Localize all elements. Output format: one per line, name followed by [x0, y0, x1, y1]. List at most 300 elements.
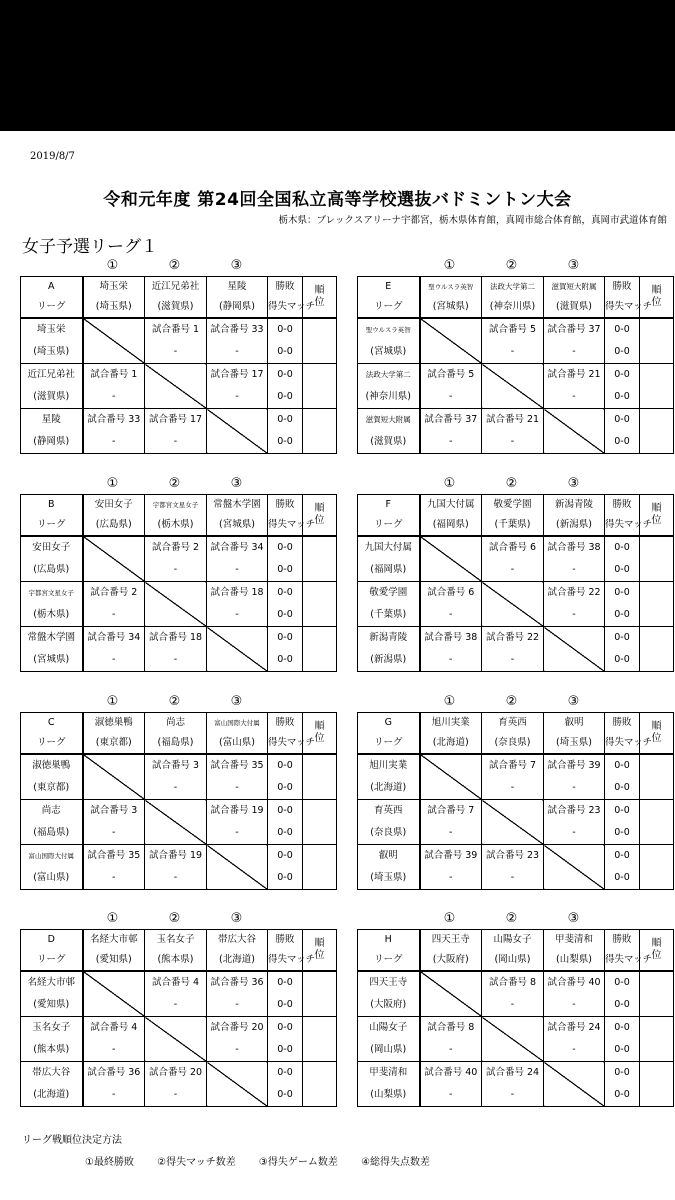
row-team-name: 常盤木学園 [21, 627, 83, 650]
winloss-score: 0-0 [268, 582, 303, 605]
winloss-header: 勝敗 [268, 495, 303, 516]
matches-score: 0-0 [268, 604, 303, 627]
match-number: 試合番号 7 [420, 800, 482, 823]
ranking-method-title: リーグ戦順位決定方法 [22, 1135, 122, 1146]
row-team-name: 宇都宮文星女子 [21, 582, 83, 605]
match-number: 試合番号 4 [83, 1017, 145, 1040]
match-result: - [420, 867, 482, 890]
matches-score: 0-0 [605, 341, 640, 364]
league-label: リーグ [358, 515, 420, 536]
match-number: 試合番号 23 [482, 845, 544, 868]
match-number: 試合番号 36 [83, 1062, 145, 1085]
league-e-block [357, 258, 673, 454]
matches-score: 0-0 [605, 604, 640, 627]
league-letter: H [358, 930, 420, 951]
column-number-marks [357, 258, 673, 276]
winloss-score: 0-0 [605, 364, 640, 387]
rank-cell [303, 627, 337, 672]
row-team-prefecture: (大阪府) [358, 994, 420, 1017]
column-team-name: 宇都宮文星女子 [145, 495, 207, 516]
column-team-prefecture: (奈良県) [482, 733, 544, 754]
column-team-name: 新潟青陵 [544, 495, 605, 516]
match-number: 試合番号 34 [83, 627, 145, 650]
league-label: リーグ [358, 733, 420, 754]
rank-cell [640, 318, 674, 364]
match-result: - [83, 1039, 145, 1062]
row-team-name: 埼玉栄 [21, 318, 83, 341]
row-team-prefecture: (栃木県) [21, 604, 83, 627]
match-number: 試合番号 2 [145, 536, 207, 559]
match-result: - [544, 777, 605, 800]
league-label: リーグ [358, 297, 420, 318]
self-match-diagonal [420, 318, 482, 364]
matches-score: 0-0 [605, 867, 640, 890]
column-team-name: 山陽女子 [482, 930, 544, 951]
black-top-bar [0, 0, 675, 131]
column-number-marks [20, 694, 336, 712]
column-team-prefecture: (岡山県) [482, 950, 544, 971]
match-result: - [482, 559, 544, 582]
self-match-diagonal [83, 754, 145, 800]
winloss-score: 0-0 [268, 754, 303, 777]
match-result: - [207, 559, 268, 582]
column-team-name: 埼玉栄 [83, 277, 145, 298]
match-number: 試合番号 36 [207, 971, 268, 994]
league-label: リーグ [21, 297, 83, 318]
match-number: 試合番号 33 [207, 318, 268, 341]
league-letter: G [358, 713, 420, 734]
self-match-diagonal [83, 536, 145, 582]
league-label: リーグ [21, 515, 83, 536]
match-number: 試合番号 22 [544, 582, 605, 605]
winloss-score: 0-0 [605, 971, 640, 994]
match-number: 試合番号 4 [145, 971, 207, 994]
column-number-mark: ① [443, 694, 456, 709]
match-result: - [544, 386, 605, 409]
row-team-prefecture: (富山県) [21, 867, 83, 890]
winloss-score: 0-0 [605, 582, 640, 605]
row-team-name: 玉名女子 [21, 1017, 83, 1040]
match-result: - [420, 822, 482, 845]
ranking-criterion: ③得失ゲーム数差 [258, 1157, 338, 1168]
match-result: - [207, 1039, 268, 1062]
row-team-name: 叡明 [358, 845, 420, 868]
column-team-name: 淑徳巣鴨 [83, 713, 145, 734]
column-team-prefecture: (熊本県) [145, 950, 207, 971]
rank-header-label: 順位 [314, 503, 325, 526]
self-match-diagonal [544, 627, 605, 672]
column-team-name: 九国大付属 [420, 495, 482, 516]
match-number: 試合番号 39 [420, 845, 482, 868]
match-result: - [145, 341, 207, 364]
match-number: 試合番号 5 [420, 364, 482, 387]
rank-header-label: 順位 [651, 285, 662, 308]
row-team-prefecture: (滋賀県) [21, 386, 83, 409]
winloss-header: 勝敗 [605, 930, 640, 951]
column-team-name: 旭川実業 [420, 713, 482, 734]
winloss-score: 0-0 [268, 318, 303, 341]
column-number-mark: ① [106, 911, 119, 926]
match-result: - [83, 867, 145, 890]
column-number-mark: ② [505, 694, 518, 709]
winloss-score: 0-0 [605, 1062, 640, 1085]
league-g-block [357, 694, 673, 890]
self-match-diagonal [145, 582, 207, 627]
matches-score: 0-0 [605, 1039, 640, 1062]
column-team-name: 聖ウルスラ英智 [420, 277, 482, 298]
matches-header: 得失マッチ [268, 297, 303, 318]
matches-score: 0-0 [268, 867, 303, 890]
match-result: - [145, 559, 207, 582]
self-match-diagonal [544, 1062, 605, 1107]
row-team-name: 聖ウルスラ英智 [358, 318, 420, 341]
matches-header: 得失マッチ [605, 515, 640, 536]
match-number: 試合番号 8 [482, 971, 544, 994]
match-result: - [83, 604, 145, 627]
match-number: 試合番号 1 [145, 318, 207, 341]
match-result: - [145, 777, 207, 800]
match-number: 試合番号 18 [145, 627, 207, 650]
match-result: - [482, 867, 544, 890]
match-number: 試合番号 19 [207, 800, 268, 823]
match-result: - [482, 1084, 544, 1107]
matches-score: 0-0 [268, 1084, 303, 1107]
match-result: - [544, 559, 605, 582]
match-number: 試合番号 18 [207, 582, 268, 605]
match-result: - [544, 341, 605, 364]
matches-score: 0-0 [268, 777, 303, 800]
rank-cell [303, 364, 337, 409]
row-team-prefecture: (北海道) [358, 777, 420, 800]
column-team-name: 尚志 [145, 713, 207, 734]
matches-score: 0-0 [268, 649, 303, 672]
rank-header-label: 順位 [314, 721, 325, 744]
rank-cell [303, 754, 337, 800]
column-team-name: 滋賀短大附属 [544, 277, 605, 298]
rank-header-label: 順位 [651, 721, 662, 744]
league-c-block [20, 694, 336, 890]
matches-header: 得失マッチ [268, 733, 303, 754]
matches-score: 0-0 [605, 386, 640, 409]
league-table [20, 712, 337, 890]
row-team-prefecture: (岡山県) [358, 1039, 420, 1062]
match-number: 試合番号 37 [420, 409, 482, 432]
winloss-score: 0-0 [268, 845, 303, 868]
row-team-prefecture: (愛知県) [21, 994, 83, 1017]
document-date: 2019/8/7 [30, 151, 75, 162]
column-team-name: 法政大学第二 [482, 277, 544, 298]
match-result: - [207, 777, 268, 800]
rank-cell [640, 971, 674, 1017]
rank-cell [303, 800, 337, 845]
winloss-header: 勝敗 [605, 713, 640, 734]
league-letter: D [21, 930, 83, 951]
column-number-marks [20, 258, 336, 276]
column-team-prefecture: (静岡県) [207, 297, 268, 318]
self-match-diagonal [207, 409, 268, 454]
column-team-prefecture: (福岡県) [420, 515, 482, 536]
column-team-prefecture: (新潟県) [544, 515, 605, 536]
match-result: - [420, 431, 482, 454]
match-number: 試合番号 20 [207, 1017, 268, 1040]
row-team-prefecture: (宮城県) [358, 341, 420, 364]
row-team-name: 敬愛学園 [358, 582, 420, 605]
rank-cell [640, 409, 674, 454]
column-number-mark: ③ [230, 694, 243, 709]
row-team-prefecture: (東京都) [21, 777, 83, 800]
self-match-diagonal [482, 800, 544, 845]
column-team-name: 近江兄弟社 [145, 277, 207, 298]
rank-cell [303, 845, 337, 890]
self-match-diagonal [207, 1062, 268, 1107]
league-letter: E [358, 277, 420, 298]
column-team-prefecture: (栃木県) [145, 515, 207, 536]
column-team-name: 安田女子 [83, 495, 145, 516]
winloss-score: 0-0 [268, 364, 303, 387]
row-team-prefecture: (滋賀県) [358, 431, 420, 454]
column-team-name: 育英西 [482, 713, 544, 734]
match-result: - [482, 994, 544, 1017]
matches-score: 0-0 [268, 386, 303, 409]
row-team-name: 尚志 [21, 800, 83, 823]
column-number-mark: ③ [567, 476, 580, 491]
match-number: 試合番号 39 [544, 754, 605, 777]
winloss-score: 0-0 [268, 1062, 303, 1085]
match-result: - [83, 1084, 145, 1107]
ranking-criterion: ①最終勝敗 [85, 1157, 134, 1168]
rank-cell [640, 754, 674, 800]
column-number-marks [20, 911, 336, 929]
self-match-diagonal [145, 364, 207, 409]
matches-score: 0-0 [605, 777, 640, 800]
matches-score: 0-0 [268, 822, 303, 845]
match-result: - [420, 649, 482, 672]
column-team-prefecture: (富山県) [207, 733, 268, 754]
winloss-header: 勝敗 [268, 277, 303, 298]
league-table [357, 276, 674, 454]
rank-header-label: 順位 [651, 503, 662, 526]
column-team-name: 名経大市邨 [83, 930, 145, 951]
match-result: - [145, 867, 207, 890]
league-table [20, 494, 337, 672]
match-number: 試合番号 2 [83, 582, 145, 605]
match-number: 試合番号 6 [482, 536, 544, 559]
match-number: 試合番号 6 [420, 582, 482, 605]
match-result: - [83, 386, 145, 409]
winloss-score: 0-0 [605, 627, 640, 650]
row-team-prefecture: (福島県) [21, 822, 83, 845]
row-team-prefecture: (山梨県) [358, 1084, 420, 1107]
column-team-prefecture: (東京都) [83, 733, 145, 754]
row-team-name: 四天王寺 [358, 971, 420, 994]
winloss-header: 勝敗 [268, 930, 303, 951]
column-team-prefecture: (北海道) [207, 950, 268, 971]
rank-cell [640, 364, 674, 409]
match-result: - [420, 604, 482, 627]
winloss-score: 0-0 [605, 409, 640, 432]
matches-header: 得失マッチ [268, 515, 303, 536]
match-number: 試合番号 40 [544, 971, 605, 994]
winloss-score: 0-0 [605, 318, 640, 341]
match-result: - [207, 341, 268, 364]
league-b-block [20, 476, 336, 672]
rank-cell [640, 1017, 674, 1062]
column-team-prefecture: (滋賀県) [145, 297, 207, 318]
column-number-mark: ② [168, 694, 181, 709]
rank-cell [640, 1062, 674, 1107]
match-result: - [544, 1039, 605, 1062]
self-match-diagonal [482, 582, 544, 627]
row-team-name: 旭川実業 [358, 754, 420, 777]
match-result: - [544, 604, 605, 627]
match-result: - [482, 431, 544, 454]
rank-header-label: 順位 [651, 938, 662, 961]
match-result: - [145, 994, 207, 1017]
league-label: リーグ [21, 950, 83, 971]
league-f-block [357, 476, 673, 672]
row-team-prefecture: (北海道) [21, 1084, 83, 1107]
self-match-diagonal [544, 409, 605, 454]
winloss-score: 0-0 [605, 845, 640, 868]
match-number: 試合番号 23 [544, 800, 605, 823]
match-result: - [482, 777, 544, 800]
match-number: 試合番号 35 [83, 845, 145, 868]
match-result: - [83, 649, 145, 672]
self-match-diagonal [482, 364, 544, 409]
self-match-diagonal [145, 800, 207, 845]
match-number: 試合番号 17 [207, 364, 268, 387]
matches-score: 0-0 [268, 994, 303, 1017]
row-team-prefecture: (広島県) [21, 559, 83, 582]
league-table [357, 494, 674, 672]
match-result: - [207, 604, 268, 627]
column-team-prefecture: (宮城県) [420, 297, 482, 318]
match-result: - [482, 649, 544, 672]
row-team-name: 安田女子 [21, 536, 83, 559]
league-table [357, 929, 674, 1107]
ranking-method-list [85, 1153, 450, 1168]
winloss-score: 0-0 [605, 800, 640, 823]
winloss-score: 0-0 [605, 536, 640, 559]
self-match-diagonal [83, 971, 145, 1017]
rank-cell [303, 1017, 337, 1062]
match-result: - [544, 822, 605, 845]
winloss-header: 勝敗 [605, 277, 640, 298]
rank-cell [303, 582, 337, 627]
column-team-name: 敬愛学園 [482, 495, 544, 516]
rank-cell [640, 800, 674, 845]
match-number: 試合番号 24 [482, 1062, 544, 1085]
self-match-diagonal [544, 845, 605, 890]
row-team-prefecture: (神奈川県) [358, 386, 420, 409]
column-number-mark: ① [443, 258, 456, 273]
column-number-mark: ③ [567, 694, 580, 709]
match-result: - [145, 431, 207, 454]
column-number-mark: ① [106, 476, 119, 491]
match-number: 試合番号 19 [145, 845, 207, 868]
match-result: - [420, 386, 482, 409]
rank-cell [640, 845, 674, 890]
venue-line: 栃木県：ブレックスアリーナ宇都宮，栃木県体育館，真岡市総合体育館，真岡市武道体育館 [278, 215, 667, 226]
rank-cell [303, 971, 337, 1017]
self-match-diagonal [207, 627, 268, 672]
match-result: - [207, 386, 268, 409]
column-number-marks [20, 476, 336, 494]
column-number-mark: ③ [230, 258, 243, 273]
match-number: 試合番号 38 [544, 536, 605, 559]
column-team-prefecture: (愛知県) [83, 950, 145, 971]
match-result: - [482, 341, 544, 364]
match-number: 試合番号 34 [207, 536, 268, 559]
column-number-mark: ② [505, 258, 518, 273]
winloss-score: 0-0 [268, 409, 303, 432]
row-team-name: 新潟青陵 [358, 627, 420, 650]
matches-header: 得失マッチ [605, 733, 640, 754]
matches-header: 得失マッチ [268, 950, 303, 971]
match-number: 試合番号 1 [83, 364, 145, 387]
column-number-mark: ① [106, 694, 119, 709]
rank-cell [303, 318, 337, 364]
matches-score: 0-0 [268, 341, 303, 364]
rank-cell [640, 536, 674, 582]
winloss-header: 勝敗 [605, 495, 640, 516]
match-number: 試合番号 35 [207, 754, 268, 777]
column-team-name: 叡明 [544, 713, 605, 734]
row-team-name: 近江兄弟社 [21, 364, 83, 387]
row-team-name: 甲斐清和 [358, 1062, 420, 1085]
match-result: - [145, 1084, 207, 1107]
column-number-mark: ③ [567, 911, 580, 926]
column-number-mark: ② [168, 258, 181, 273]
matches-score: 0-0 [268, 1039, 303, 1062]
row-team-name: 名経大市邨 [21, 971, 83, 994]
ranking-criterion: ②得失マッチ数差 [157, 1157, 236, 1168]
matches-score: 0-0 [605, 559, 640, 582]
column-team-name: 常盤木学園 [207, 495, 268, 516]
match-number: 試合番号 37 [544, 318, 605, 341]
row-team-prefecture: (福岡県) [358, 559, 420, 582]
row-team-prefecture: (新潟県) [358, 649, 420, 672]
row-team-name: 帯広大谷 [21, 1062, 83, 1085]
row-team-name: 滋賀短大附属 [358, 409, 420, 432]
winloss-score: 0-0 [605, 754, 640, 777]
matches-score: 0-0 [605, 822, 640, 845]
match-number: 試合番号 38 [420, 627, 482, 650]
matches-header: 得失マッチ [605, 297, 640, 318]
match-number: 試合番号 40 [420, 1062, 482, 1085]
column-team-prefecture: (神奈川県) [482, 297, 544, 318]
league-d-block [20, 911, 336, 1107]
column-team-prefecture: (福島県) [145, 733, 207, 754]
league-letter: C [21, 713, 83, 734]
matches-score: 0-0 [268, 559, 303, 582]
league-h-block [357, 911, 673, 1107]
column-number-mark: ③ [567, 258, 580, 273]
row-team-prefecture: (奈良県) [358, 822, 420, 845]
column-team-name: 星陵 [207, 277, 268, 298]
row-team-name: 富山国際大付属 [21, 845, 83, 868]
league-table [20, 929, 337, 1107]
section-subtitle: 女子予選リーグ１ [22, 237, 158, 257]
column-team-prefecture: (北海道) [420, 733, 482, 754]
winloss-score: 0-0 [605, 1017, 640, 1040]
row-team-name: 山陽女子 [358, 1017, 420, 1040]
rank-header-label: 順位 [314, 285, 325, 308]
column-number-marks [357, 694, 673, 712]
match-result: - [207, 994, 268, 1017]
match-number: 試合番号 21 [544, 364, 605, 387]
matches-score: 0-0 [605, 994, 640, 1017]
